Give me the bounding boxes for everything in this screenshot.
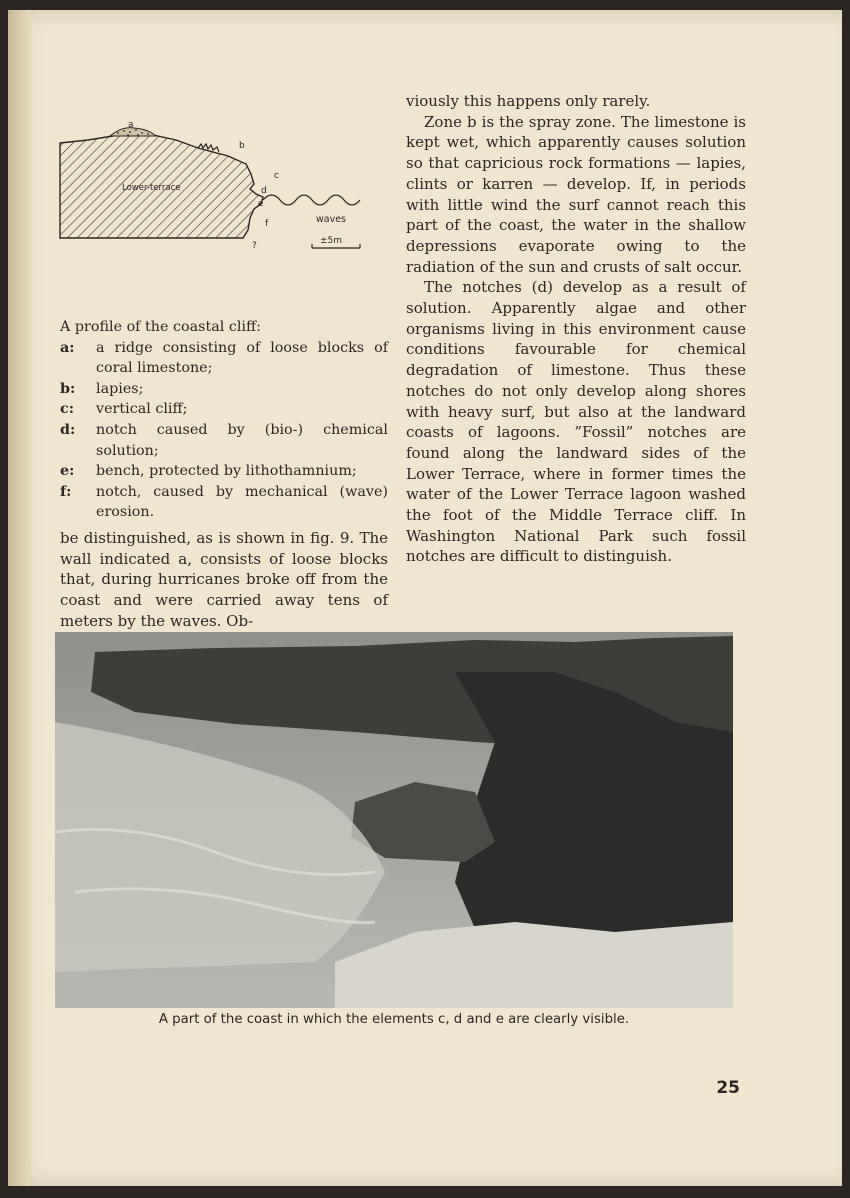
body-paragraph: be distinguished, as is shown in fig. 9. The wall indicated a, consists of loose blocks that, during hurricanes broke off from the coast and were carried away tens of meters by the waves. Ob- — [60, 529, 388, 630]
label-f: f — [265, 219, 269, 229]
body-paragraph: The notches (d) develop as a result of solution. Apparently algae and other organisms living in this environment cause conditions favourable for chemical degradation of limestone. Thus these notches do not only develop along shores with heavy surf, but also at the landward coasts of lagoons. ”Fossil” notches are found along the landward sides of the Lower Terrace, where in former times the water of the Lower Terrace lagoon washed the foot of the Middle Terrace cliff. In Washington National Park such fossil notches are difficult to distinguish. — [406, 278, 746, 566]
label-b: b — [239, 141, 245, 151]
label-a: a — [128, 120, 134, 130]
legend-title: A profile of the coastal cliff: — [60, 319, 261, 335]
legend-item — [60, 482, 388, 523]
diagram-legend — [60, 317, 388, 523]
label-unknown: ? — [252, 241, 257, 251]
legend-key: f: — [60, 483, 72, 500]
label-c: c — [274, 171, 279, 181]
body-paragraph: viously this happens only rarely. — [406, 92, 651, 110]
legend-key: c: — [60, 401, 74, 418]
coast-photograph — [55, 632, 733, 1008]
coastal-cliff-profile-diagram — [58, 118, 388, 268]
right-column-text — [406, 91, 746, 567]
legend-description: notch caused by (bio-) chemical solution; — [96, 421, 388, 459]
page-binding-shadow — [8, 10, 30, 1186]
waves-line — [263, 195, 360, 205]
legend-item — [60, 461, 388, 482]
photo-caption: A part of the coast in which the elements c, d and e are clearly visible. — [158, 1012, 630, 1027]
legend-item — [60, 420, 388, 461]
book-page — [8, 10, 842, 1186]
legend-item — [60, 399, 388, 420]
legend-description: notch, caused by mechanical (wave) erosion. — [96, 483, 388, 521]
legend-description: bench, protected by lithothamnium; — [96, 463, 357, 480]
label-lower-terrace: Lower-terrace — [122, 183, 181, 193]
legend-key: d: — [60, 421, 76, 438]
label-d: d — [261, 186, 267, 196]
label-scale: ±5m — [320, 236, 343, 246]
legend-key: b: — [60, 380, 76, 397]
legend-description: vertical cliff; — [96, 401, 188, 418]
legend-item — [60, 379, 388, 400]
legend-description: a ridge consisting of loose blocks of coral limestone; — [96, 339, 388, 377]
legend-item — [60, 338, 388, 379]
left-column-text — [60, 528, 388, 632]
legend-description: lapies; — [96, 380, 144, 397]
legend-key: e: — [60, 463, 75, 480]
legend-key: a: — [60, 339, 75, 356]
coast-photo-illustration — [55, 632, 733, 1008]
page-number: 25 — [716, 1078, 740, 1098]
label-waves: waves — [316, 214, 347, 225]
body-paragraph: Zone b is the spray zone. The limestone is kept wet, which apparently causes solution so that capricious rock formations — lapies, clints or karren — develop. If, in periods with little wind the surf cannot reach this part of the coast, the water in the shallow depressions evaporate owing to the radiation of the sun and crusts of salt occur. — [406, 112, 746, 276]
label-e: e — [258, 199, 264, 209]
